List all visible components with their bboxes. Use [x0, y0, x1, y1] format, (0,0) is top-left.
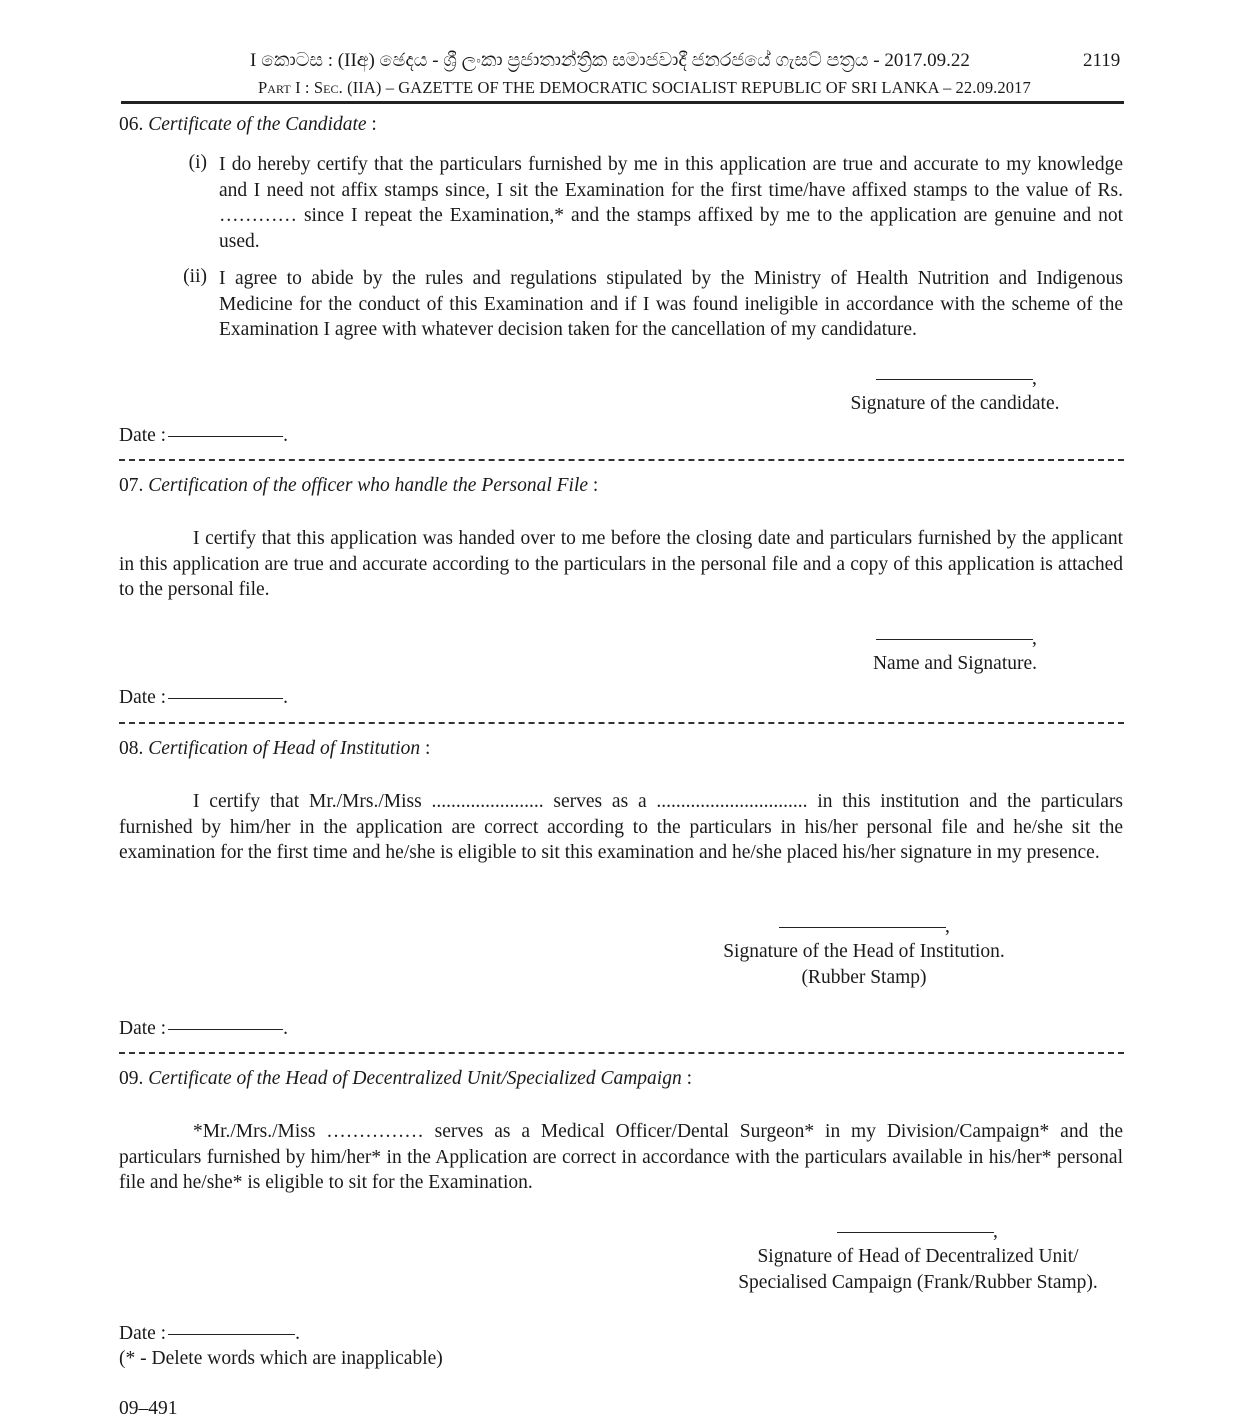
section-06-date [119, 425, 288, 447]
date-label: Date : [119, 1323, 167, 1344]
officer-signature-label: Name and Signature. [872, 653, 1038, 674]
section-07-date [119, 687, 288, 709]
rubber-stamp-label: (Rubber Stamp) [801, 967, 927, 988]
section-08-title: Certification of Head of Institution [148, 738, 421, 759]
date-line [168, 1029, 283, 1030]
candidate-signature-comma: , [1032, 368, 1037, 389]
section-07-body: I certify that this application was handed over to me before the closing date and particulars furnished by the applicant in this application are true and accurate according to the particulars in the personal file and a copy of this application is attached to the personal file. [119, 528, 1123, 600]
date-label: Date : [119, 425, 167, 446]
section-08-body: I certify that Mr./Mrs./Miss ....................... serves as a ............................... in this institution and the particulars furnished by him/her in the application are correct according to the particulars in his/her personal file and he/she sit the examination for the first time and he/she is eligible to sit this examination and he/she placed his/her signature in my presence. [119, 791, 1123, 863]
header-colon: : [300, 78, 314, 97]
candidate-signature-label: Signature of the candidate. [850, 393, 1060, 414]
section-09-body: *Mr./Mrs./Miss …………… serves as a Medical Officer/Dental Surgeon* in my Division/Campaign* and the particulars furnished by him/her* in the Application are correct in accordance with the particulars available in his/her* personal file and he/she* is eligible to sit for the Examination. [119, 1121, 1123, 1193]
unit-head-signature-line [837, 1232, 994, 1233]
candidate-signature-line [876, 379, 1033, 380]
date-period: . [283, 687, 288, 708]
section-08-date [119, 1018, 288, 1040]
section-08-number: 08. [119, 738, 149, 759]
header-rest: (IIA) – GAZETTE OF THE DEMOCRATIC SOCIALIST REPUBLIC OF SRI LANKA – 22.09.2017 [342, 78, 1031, 97]
date-period: . [295, 1323, 300, 1344]
date-label: Date : [119, 1018, 167, 1039]
section-07-suffix: : [588, 475, 599, 496]
section-07-number: 07. [119, 475, 149, 496]
section-09-date [119, 1323, 300, 1345]
date-period: . [283, 425, 288, 446]
section-09-number: 09. [119, 1068, 149, 1089]
unit-head-signature-comma: , [993, 1221, 998, 1242]
section-06-item-1-text: I do hereby certify that the particulars furnished by me in this application are true and accurate to my knowledge and I need not affix stamps since, I sit the Examination for the first time/have affixed stamps to the value of Rs. ………… since I repeat the Examination,* and the stamps affixed by me to the application are genuine and not used. [219, 154, 1123, 252]
unit-head-signature-label-2: Specialised Campaign (Frank/Rubber Stamp). [738, 1272, 1098, 1293]
officer-signature-comma: , [1032, 628, 1037, 649]
header-sec: Sec. [313, 78, 343, 97]
section-09-suffix: : [681, 1068, 692, 1089]
header-part: Part I [258, 78, 301, 97]
section-06-item-1-number: (i) [188, 152, 207, 173]
section-07-title: Certification of the officer who handle the Personal File [148, 475, 589, 496]
section-divider [119, 459, 1124, 461]
gazette-header-english [258, 78, 1031, 98]
section-08-heading [119, 738, 430, 760]
page-number: 2119 [1083, 50, 1121, 71]
date-line [168, 436, 283, 437]
head-signature-comma: , [945, 916, 950, 937]
section-divider [119, 722, 1124, 724]
footnote: (* - Delete words which are inapplicable) [119, 1348, 443, 1369]
header-rule [121, 101, 1124, 104]
date-line [168, 1334, 295, 1335]
section-06-item-2-number: (ii) [183, 266, 207, 287]
section-06-title: Certificate of the Candidate [148, 114, 367, 135]
section-08-suffix: : [420, 738, 431, 759]
head-signature-line [779, 927, 946, 928]
section-06-suffix: : [366, 114, 377, 135]
section-06-item-2-text: I agree to abide by the rules and regulations stipulated by the Ministry of Health Nutrition and Indigenous Medicine for the conduct of this Examination and if I was found ineligible in accordance with the scheme of the Examination I agree with whatever decision taken for the cancellation of my candidature. [219, 268, 1123, 340]
date-period: . [283, 1018, 288, 1039]
gazette-header-sinhala: I කොටස : (IIඅ) ඡෙදය - ශ්‍රී ලංකා ප්‍රජාතාන්ත්‍රික සමාජවාදී ජනරජයේ ගැසට් පත්‍රය - 2017.09.22 [250, 50, 970, 71]
section-07-heading [119, 475, 598, 497]
section-09-heading [119, 1068, 692, 1090]
head-signature-label: Signature of the Head of Institution. [723, 941, 1005, 962]
unit-head-signature-label-1: Signature of Head of Decentralized Unit/ [757, 1246, 1079, 1267]
section-09-title: Certificate of the Head of Decentralized Unit/Specialized Campaign [148, 1068, 682, 1089]
section-06-number: 06. [119, 114, 149, 135]
officer-signature-line [876, 639, 1033, 640]
section-06-heading [119, 114, 377, 136]
section-divider [119, 1052, 1124, 1054]
date-line [168, 698, 283, 699]
date-label: Date : [119, 687, 167, 708]
footer-code: 09–491 [119, 1398, 178, 1419]
